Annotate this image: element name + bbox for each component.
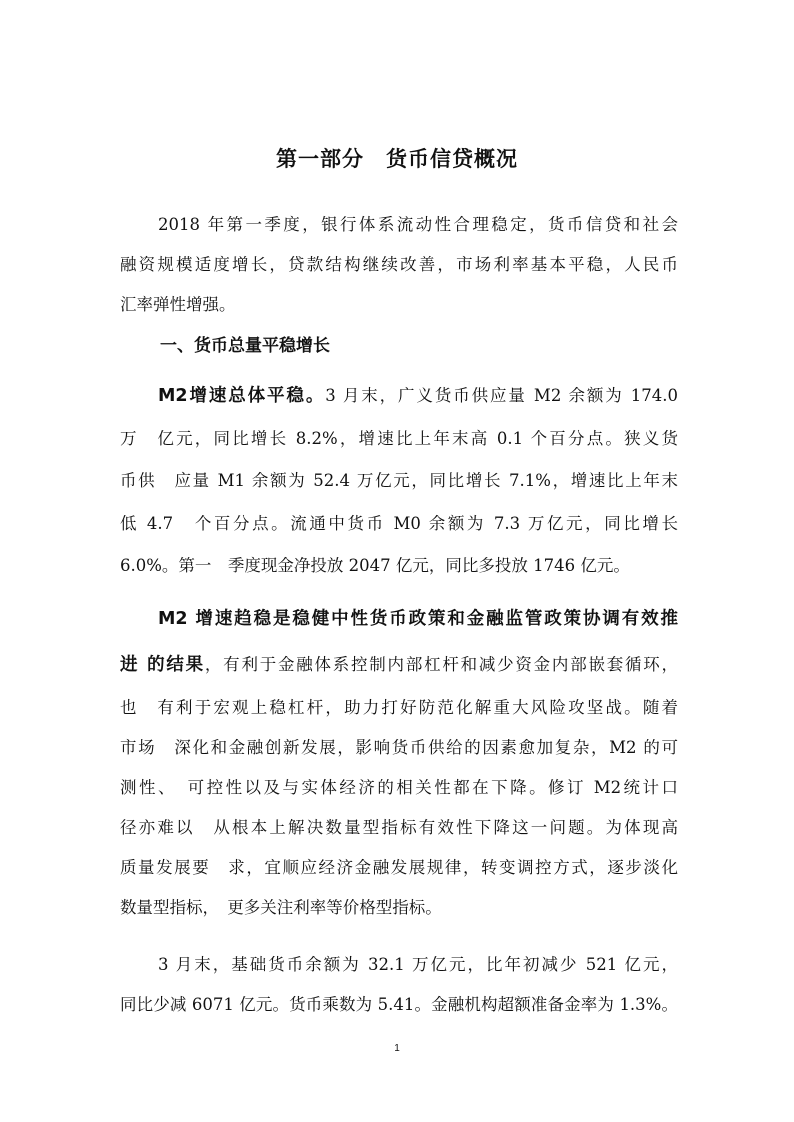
base-line-1: 3 月末，基础货币余额为 32.1 万亿元，比年初减少 521 亿元， — [158, 955, 678, 974]
page-title: 第一部分 货币信贷概况 — [276, 147, 518, 171]
page-number: 1 — [394, 1043, 400, 1054]
intro-line-3: 汇率弹性增强。 — [120, 295, 236, 314]
intro-paragraph — [120, 205, 678, 325]
m2-paragraph — [120, 375, 678, 588]
intro-line-1: 2018 年第一季度，银行体系流动性合理稳定，货币信贷和社会 — [158, 215, 678, 234]
m2-result-line-5: 测性、 可控性以及与实体经济的相关性都在下降。修订 M2统计口 — [120, 778, 678, 797]
base-line-2: 同比少减 6071 亿元。货币乘数为 5.41。金融机构超额准备金率为 1.3%。 — [120, 995, 678, 1014]
m2-line-3: 币供 应量 M1 余额为 52.4 万亿元，同比增长 7.1%，增速比上年末 — [120, 471, 678, 490]
m2-result-line-3: 也 有利于宏观上稳杠杆，助力打好防范化解重大风险攻坚战。随着 — [120, 698, 678, 717]
m2-result-line-7: 质量发展要 求，宜顺应经济金融发展规律，转变调控方式，逐步淡化 — [120, 858, 678, 877]
section-heading: 一、货币总量平稳增长 — [160, 336, 330, 356]
m2-result-line-4: 市场 深化和金融创新发展，影响货币供给的因素愈加复杂，M2 的可 — [120, 738, 678, 757]
m2-result-paragraph — [120, 597, 678, 928]
m2-line-1 — [120, 375, 678, 418]
m2-result-line-2 — [120, 642, 678, 688]
m2-line-2: 万 亿元，同比增长 8.2%，增速比上年末高 0.1 个百分点。狭义货 — [120, 428, 678, 448]
m2-line-5: 6.0%。第一 季度现金净投放 2047 亿元，同比多投放 1746 亿元。 — [120, 556, 630, 575]
m2-result-line-6: 径亦难以 从根本上解决数量型指标有效性下降这一问题。为体现高 — [120, 818, 678, 837]
m2-result-lead-line-1: M2 增速趋稳是稳健中性货币政策和金融监管政策协调有效推 — [158, 609, 678, 629]
m2-result-lead-bold-2: 进 的结果 — [120, 655, 205, 675]
m2-lead-bold: M2增速总体平稳。 — [158, 386, 326, 406]
m2-result-line-8: 数量型指标， 更多关注利率等价格型指标。 — [120, 898, 442, 917]
m2-result-line-2-rest: ，有利于金融体系控制内部杠杆和减少资金内部嵌套循环， — [204, 655, 679, 674]
m2-line-4: 低 4.7 个百分点。流通中货币 M0 余额为 7.3 万亿元，同比增长 — [120, 513, 678, 533]
m2-line-1-rest: 3 月末，广义货币供应量 M2 余额为 174.0 — [325, 386, 679, 405]
base-money-paragraph — [120, 945, 678, 1025]
intro-line-2: 融资规模适度增长，贷款结构继续改善，市场利率基本平稳，人民币 — [120, 255, 678, 274]
